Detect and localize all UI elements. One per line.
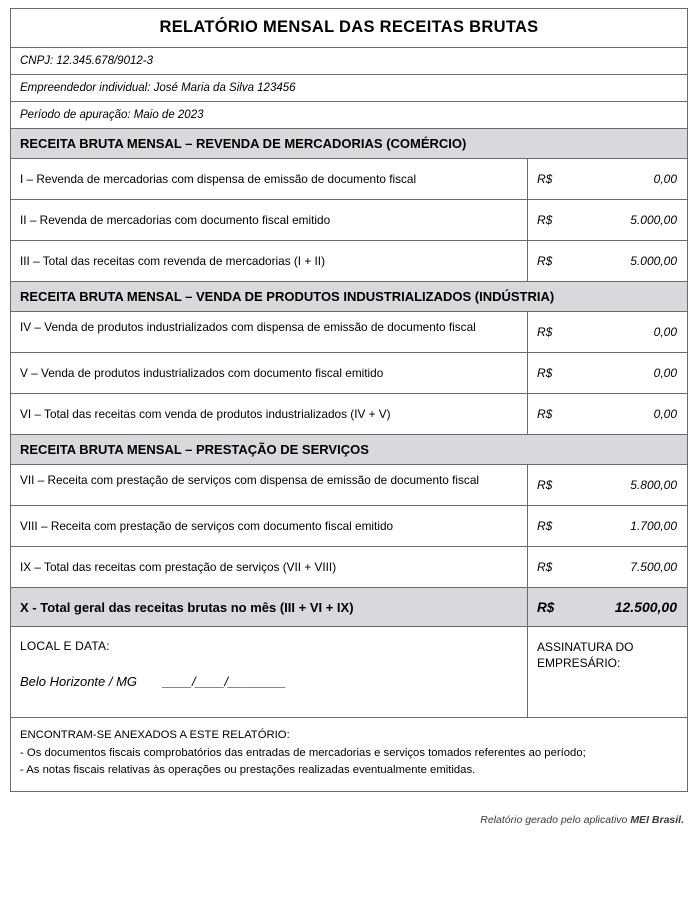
grand-total-label: X - Total geral das receitas brutas no mês (III + VI + IX) xyxy=(20,599,354,615)
table-row xyxy=(11,353,687,394)
line-value: 5.800,00 xyxy=(630,478,677,492)
annex-block xyxy=(11,718,687,791)
line-currency: R$ xyxy=(527,353,571,393)
signature-cell: ASSINATURA DO EMPRESÁRIO: xyxy=(527,627,687,717)
section-heading-commerce: RECEITA BRUTA MENSAL – REVENDA DE MERCADORIAS (COMÉRCIO) xyxy=(11,129,687,159)
line-currency: R$ xyxy=(527,159,571,199)
line-description: I – Revenda de mercadorias com dispensa de emissão de documento fiscal xyxy=(20,172,417,186)
cnpj-line: CNPJ: 12.345.678/9012-3 xyxy=(11,48,687,75)
table-row xyxy=(11,241,687,282)
line-currency: R$ xyxy=(527,394,571,434)
annex-heading: ENCONTRAM-SE ANEXADOS A ESTE RELATÓRIO: xyxy=(20,729,290,741)
local-date-label: LOCAL E DATA: xyxy=(20,639,110,653)
date-blanks: ____/____/________ xyxy=(163,674,286,689)
local-and-date-cell xyxy=(11,627,527,717)
grand-total-value: 12.500,00 xyxy=(614,599,677,615)
line-value: 0,00 xyxy=(653,325,677,339)
line-currency: R$ xyxy=(527,312,571,352)
report-table xyxy=(10,8,688,792)
period-line: Período de apuração: Maio de 2023 xyxy=(11,102,687,129)
line-value: 5.000,00 xyxy=(630,213,677,227)
place-value: Belo Horizonte / MG xyxy=(20,674,138,689)
footer-app-name: MEI Brasil. xyxy=(630,813,684,826)
line-description: III – Total das receitas com revenda de mercadorias (I + II) xyxy=(20,254,326,268)
line-value: 5.000,00 xyxy=(630,254,677,268)
line-value: 0,00 xyxy=(653,366,677,380)
annex-item-1: - Os documentos fiscais comprobatórios das entradas de mercadorias e serviços tomados referentes ao período; xyxy=(20,746,586,759)
table-row xyxy=(11,200,687,241)
entrepreneur-line: Empreendedor individual: José Maria da Silva 123456 xyxy=(11,75,687,102)
line-value: 1.700,00 xyxy=(630,519,677,533)
table-row xyxy=(11,312,687,353)
line-description: VI – Total das receitas com venda de produtos industrializados (IV + V) xyxy=(20,407,391,421)
line-currency: R$ xyxy=(527,506,571,546)
footer-text: Relatório gerado pelo aplicativo xyxy=(480,813,631,826)
grand-total-currency: R$ xyxy=(527,588,571,626)
table-row xyxy=(11,506,687,547)
line-description: VIII – Receita com prestação de serviços com documento fiscal emitido xyxy=(20,519,394,533)
line-description: VII – Receita com prestação de serviços com dispensa de emissão de documento fiscal xyxy=(20,473,479,487)
section-heading-services: RECEITA BRUTA MENSAL – PRESTAÇÃO DE SERVIÇOS xyxy=(11,435,687,465)
grand-total-row xyxy=(11,588,687,627)
line-value: 0,00 xyxy=(653,172,677,186)
line-currency: R$ xyxy=(527,465,571,505)
line-currency: R$ xyxy=(527,547,571,587)
line-value: 7.500,00 xyxy=(630,560,677,574)
line-currency: R$ xyxy=(527,200,571,240)
table-row xyxy=(11,547,687,588)
footer-note xyxy=(10,814,688,826)
table-row xyxy=(11,159,687,200)
page-title: RELATÓRIO MENSAL DAS RECEITAS BRUTAS xyxy=(11,9,687,48)
section-heading-industry: RECEITA BRUTA MENSAL – VENDA DE PRODUTOS INDUSTRIALIZADOS (INDÚSTRIA) xyxy=(11,282,687,312)
line-value: 0,00 xyxy=(653,407,677,421)
line-currency: R$ xyxy=(527,241,571,281)
line-description: IV – Venda de produtos industrializados com dispensa de emissão de documento fiscal xyxy=(20,320,476,334)
annex-item-2: - As notas fiscais relativas às operações ou prestações realizadas eventualmente emitidas. xyxy=(20,764,476,776)
line-description: IX – Total das receitas com prestação de serviços (VII + VIII) xyxy=(20,560,337,574)
signature-row xyxy=(11,627,687,718)
line-description: V – Venda de produtos industrializados com documento fiscal emitido xyxy=(20,366,384,380)
line-description: II – Revenda de mercadorias com documento fiscal emitido xyxy=(20,213,331,227)
table-row xyxy=(11,465,687,506)
table-row xyxy=(11,394,687,435)
